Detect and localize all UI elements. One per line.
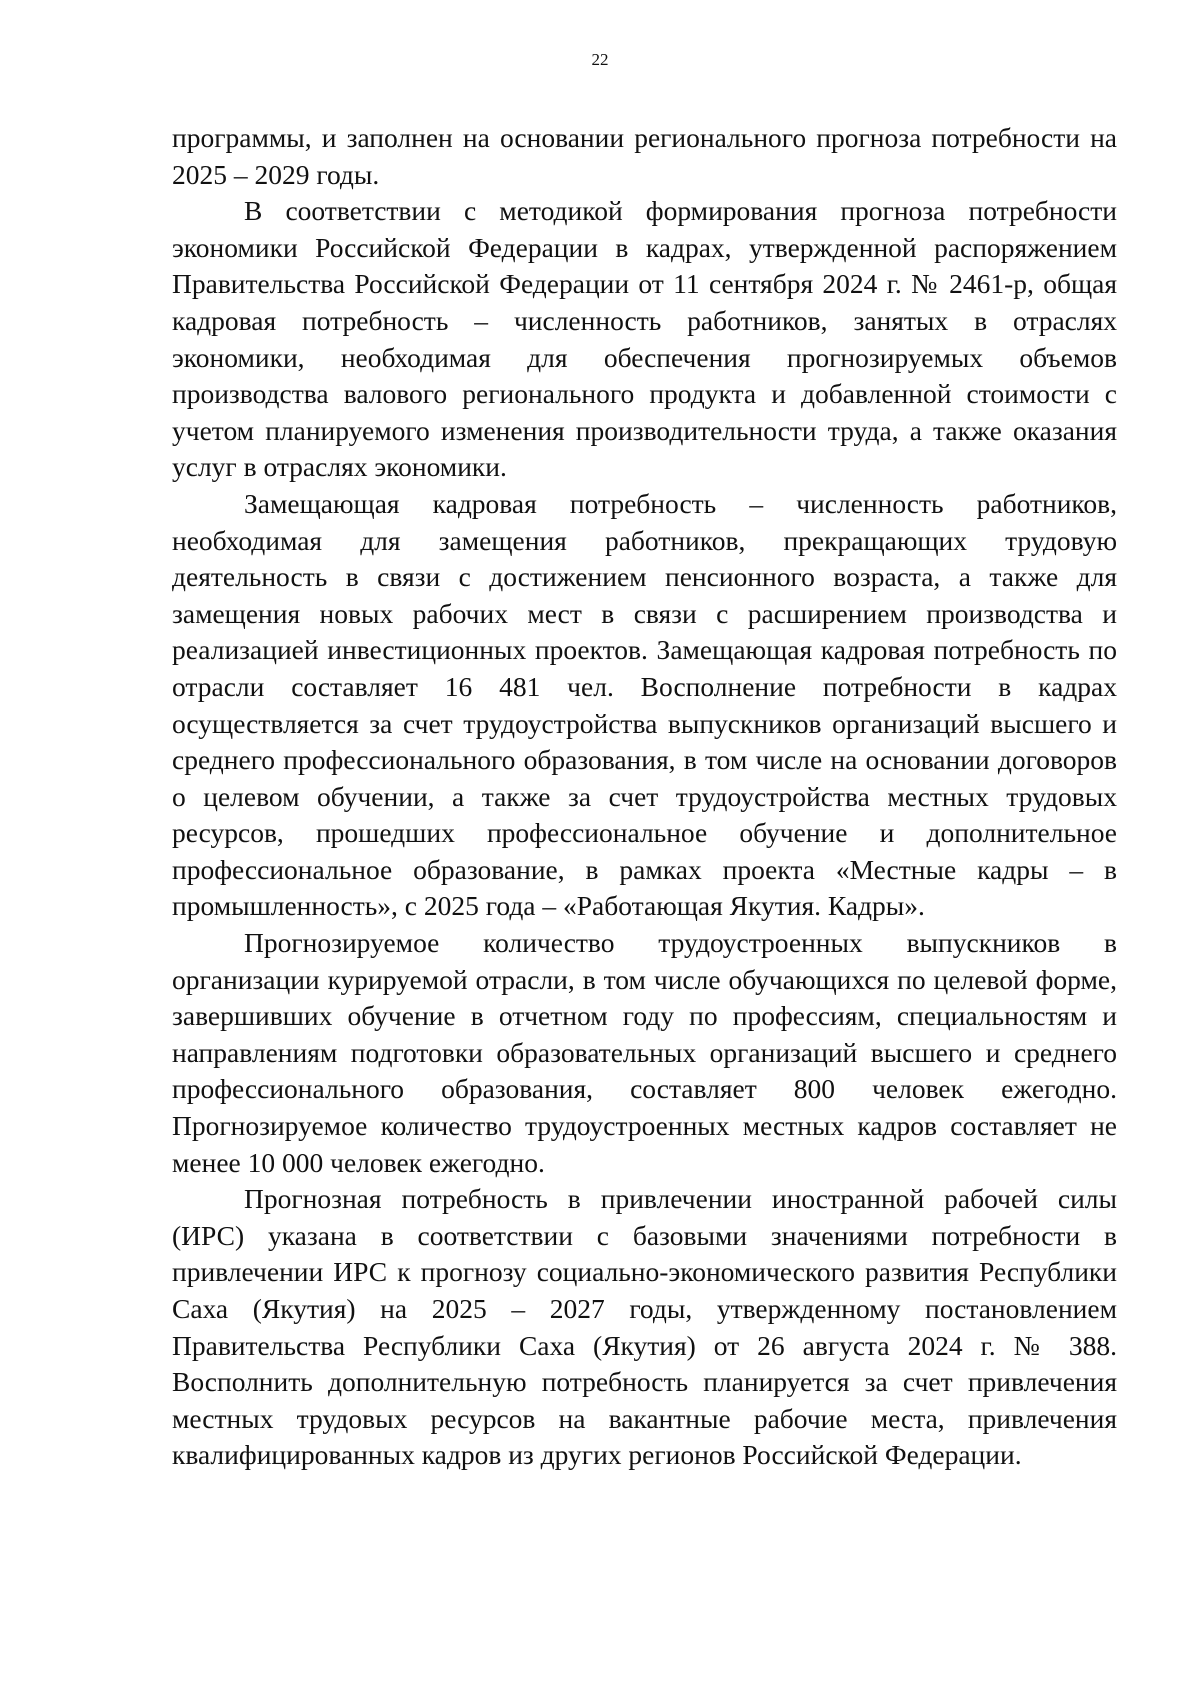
paragraph-replacement-demand: Замещающая кадровая потребность – численность работников, необходимая для замещения работников, прекращающих трудовую деятельность в связи с достижением пенсионного возраста, а также для замещения новых рабочих мест в связи с расширением производства и реализацией инвестиционных проектов. Замещающая кадровая потребность по отрасли составляет 16 481 чел. Восполнение потребности в кадрах осуществляется за счет трудоустройства выпускников организаций высшего и среднего профессионального образования, в том числе на основании договоров о целевом обучении, а также за счет трудоустройства местных трудовых ресурсов, прошедших профессиональное обучение и дополнительное профессиональное образование, в рамках проекта «Местные кадры – в промышленность», с 2025 года – «Работающая Якутия. Кадры». [172, 487, 1117, 922]
paragraph-graduates-forecast: Прогнозируемое количество трудоустроенных выпускников в организации курируемой отрасли, в том числе обучающихся по целевой форме, завершивших обучение в отчетном году по профессиям, специальностям и направлениям подготовки образовательных организаций высшего и среднего профессионального образования, составляет 800 человек ежегодно. Прогнозируемое количество трудоустроенных местных кадров составляет не менее 10 000 человек ежегодно. [172, 927, 1117, 1178]
document-body [172, 120, 1117, 1474]
paragraph-methodology: В соответствии с методикой формирования прогноза потребности экономики Российской Федерации в кадрах, утвержденной распоряжением Правительства Российской Федерации от 11 сентября 2024 г. № 2461-р, общая кадровая потребность – численность работников, занятых в отраслях экономики, необходимая для обеспечения прогнозируемых объемов производства валового регионального продукта и добавленной стоимости с учетом планируемого изменения производительности труда, а также оказания услуг в отраслях экономики. [172, 195, 1117, 483]
paragraph-foreign-workforce: Прогнозная потребность в привлечении иностранной рабочей силы (ИРС) указана в соответствии с базовыми значениями потребности в привлечении ИРС к прогнозу социально-экономического развития Республики Саха (Якутия) на 2025 – 2027 годы, утвержденному постановлением Правительства Республики Саха (Якутия) от 26 августа 2024 г. № 388. Восполнить дополнительную потребность планируется за счет привлечения местных трудовых ресурсов на вакантные рабочие места, привлечения квалифицированных кадров из других регионов Российской Федерации. [172, 1183, 1117, 1471]
page-number: 22 [591, 50, 609, 69]
paragraph-continuation: программы, и заполнен на основании регионального прогноза потребности на 2025 – 2029 годы. [172, 122, 1117, 190]
